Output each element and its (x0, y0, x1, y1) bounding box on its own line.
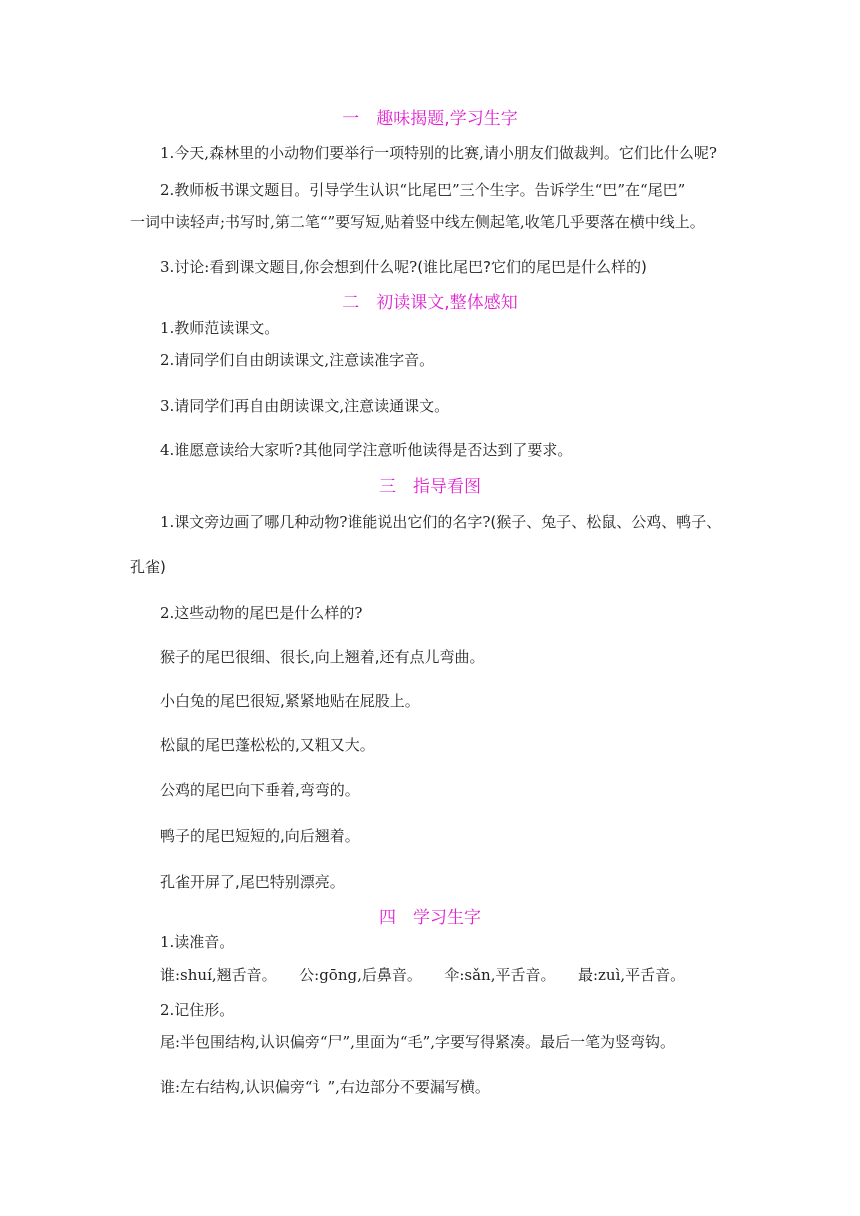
paragraph: 1.今天,森林里的小动物们要举行一项特别的比赛,请小朋友们做裁判。它们比什么呢? (160, 144, 717, 162)
paragraph: 一词中读轻声;书写时,第二笔“”要写短,贴着竖中线左侧起笔,收笔几乎要落在横中线上。 (130, 213, 705, 231)
paragraph: 谁:左右结构,认识偏旁“讠”,右边部分不要漏写横。 (160, 1078, 490, 1096)
paragraph: 3.请同学们再自由朗读课文,注意读通课文。 (160, 397, 450, 415)
paragraph: 4.谁愿意读给大家听?其他同学注意听他读得是否达到了要求。 (160, 441, 573, 459)
paragraph: 2.记住形。 (160, 1001, 235, 1019)
section-heading-2: 二 初读课文,整体感知 (342, 293, 518, 313)
question-text: 3.讨论:看到课文题目,你会想到什么呢? (160, 258, 418, 276)
paragraph (160, 512, 721, 532)
paragraph: 2.这些动物的尾巴是什么样的? (160, 604, 363, 622)
section-heading-3: 三 指导看图 (379, 477, 481, 497)
answer-line: 松鼠的尾巴蓬松松的,又粗又大。 (160, 736, 375, 754)
paragraph: 2.请同学们自由朗读课文,注意读准字音。 (160, 351, 435, 369)
paragraph: 1.读准音。 (160, 933, 235, 951)
answer-line: 鸭子的尾巴短短的,向后翘着。 (160, 827, 360, 845)
answer-text: (谁比尾巴?它们的尾巴是什么样的) (417, 258, 647, 276)
answer-line: 小白兔的尾巴很短,紧紧地贴在屁股上。 (160, 692, 420, 710)
paragraph: 1.教师范读课文。 (160, 319, 280, 337)
paragraph: 尾:半包围结构,认识偏旁“尸”,里面为“毛”,字要写得紧凑。最后一笔为竖弯钩。 (160, 1033, 676, 1051)
section-heading-4: 四 学习生字 (379, 908, 481, 928)
answer-line: 猴子的尾巴很细、很长,向上翘着,还有点儿弯曲。 (160, 648, 485, 666)
paragraph: 谁:shuí,翘舌音。 公:gōng,后鼻音。 伞:sǎn,平舌音。 最:zuì,平舌音。 (160, 966, 686, 984)
paragraph (160, 257, 647, 277)
question-text: 1.课文旁边画了哪几种动物?谁能说出它们的名字? (160, 513, 491, 531)
answer-line: 公鸡的尾巴向下垂着,弯弯的。 (160, 781, 360, 799)
paragraph: 2.教师板书课文题目。引导学生认识“比尾巴”三个生字。告诉学生“巴”在“尾巴” (160, 181, 686, 199)
answer-line: 孔雀开屏了,尾巴特别漂亮。 (160, 873, 345, 891)
section-heading-1: 一 趣味揭题,学习生字 (342, 109, 518, 129)
answer-text: 孔雀) (130, 558, 166, 576)
answer-text: (猴子、兔子、松鼠、公鸡、鸭子、 (490, 513, 722, 531)
